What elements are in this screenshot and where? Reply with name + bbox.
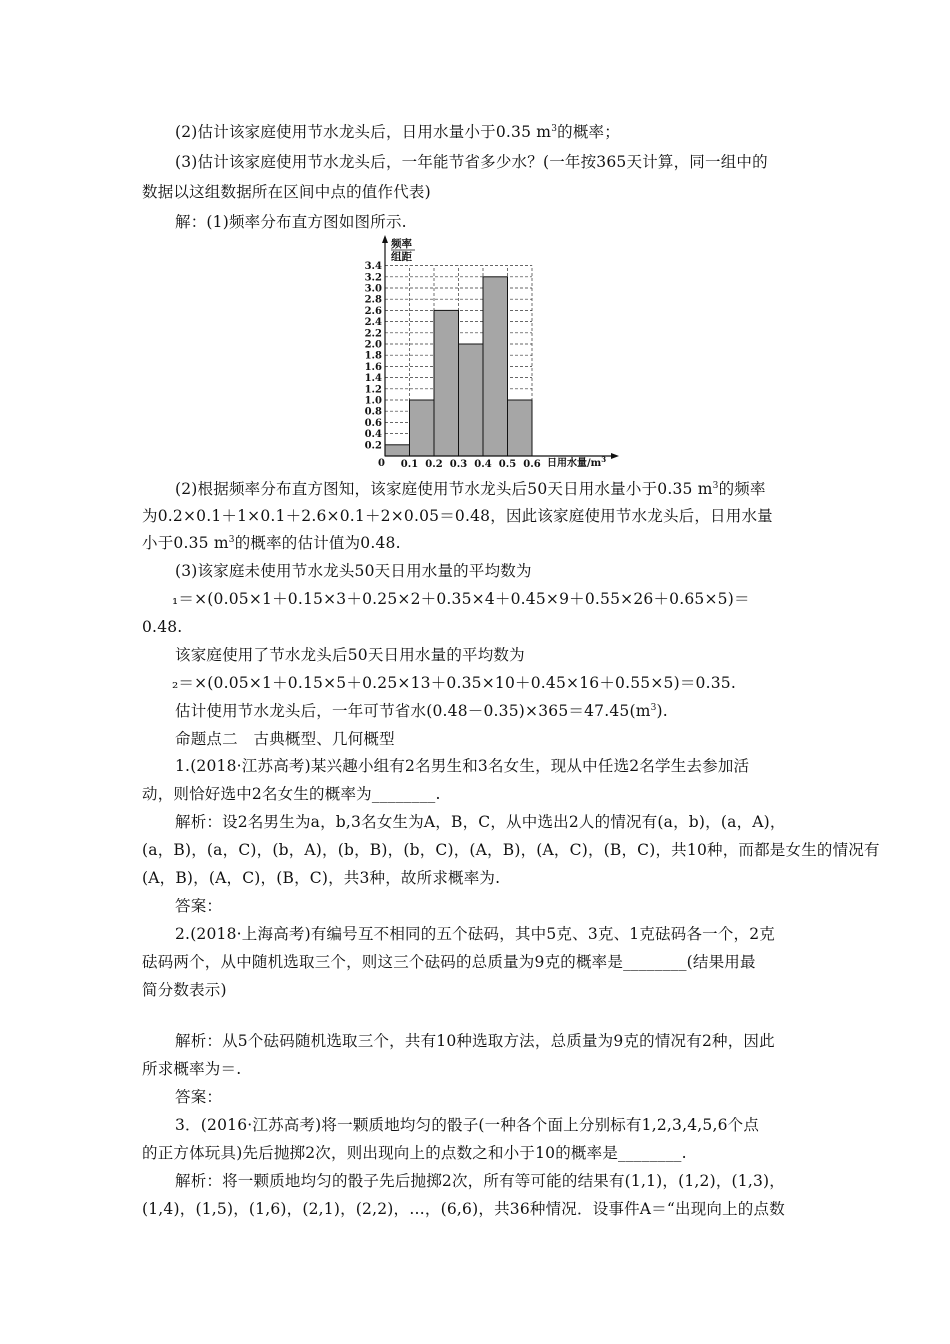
y-tick-label: 0.6 bbox=[364, 417, 382, 429]
y-tick-label: 1.8 bbox=[364, 350, 382, 362]
y-axis-arrow-icon bbox=[382, 235, 388, 243]
histogram-bar bbox=[483, 277, 508, 456]
problem-1-text-cont: 动，则恰好选中2名女生的概率为________. bbox=[142, 785, 441, 803]
solution-3-text-b: 该家庭使用了节水龙头后50天日用水量的平均数为 bbox=[175, 646, 525, 664]
y-tick-label: 3.4 bbox=[364, 261, 382, 273]
y-tick-label: 2.8 bbox=[364, 294, 382, 306]
problem-3-text-cont: 的正方体玩具)先后抛掷2次，则出现向上的点数之和小于10的概率是________. bbox=[142, 1144, 687, 1162]
problem-2-text-cont2: 简分数表示) bbox=[142, 981, 227, 999]
frequency-histogram bbox=[345, 233, 645, 473]
problem-1-analysis: 解析：设2名男生为a，b,3名女生为A，B，C，从中选出2人的情况有(a，b)，(a，A)， bbox=[175, 813, 786, 831]
problem-3-analysis: 解析：将一颗质地均匀的骰子先后抛掷2次，所有等可能的结果有(1,1)，(1,2)，(1,3)， bbox=[175, 1172, 785, 1190]
histogram-bar bbox=[410, 400, 435, 456]
y-tick-label: 1.6 bbox=[364, 361, 382, 373]
problem-2-text-cont: 砝码两个，从中随机选取三个，则这三个砝码的总质量为9克的概率是________(结果用最 bbox=[142, 953, 756, 971]
histogram-bar bbox=[508, 400, 533, 456]
histogram-bar bbox=[434, 310, 459, 456]
x-tick-label: 0.3 bbox=[449, 459, 468, 470]
problem-1-text: 1.(2018·江苏高考)某兴趣小组有2名男生和3名女生，现从中任选2名学生去参加活 bbox=[175, 757, 750, 775]
histogram-bar bbox=[459, 344, 484, 456]
y-axis-label-bottom: 组距 bbox=[391, 251, 412, 263]
x-tick-label: 0.5 bbox=[498, 459, 517, 470]
problem-2-analysis-cont: 所求概率为＝. bbox=[142, 1060, 242, 1078]
y-tick-label: 3.0 bbox=[364, 283, 382, 295]
y-tick-label: 3.2 bbox=[364, 272, 382, 284]
solution-2-text: (2)根据频率分布直方图知，该家庭使用节水龙头后50天日用水量小于0.35 $m^3$的频率 bbox=[175, 480, 766, 498]
mean-1-formula: ₁＝×(0.05×1＋0.15×3＋0.25×2＋0.35×4＋0.45×9＋0.55×26＋0.65×5)＝ bbox=[172, 590, 750, 608]
problem-3-analysis-cont: (1,4)，(1,5)，(1,6)，(2,1)，(2,2)，…，(6,6)，共36种情况．设事件A＝“出现向上的点数 bbox=[142, 1200, 785, 1218]
problem-2-analysis: 解析：从5个砝码随机选取三个，共有10种选取方法，总质量为9克的情况有2种，因此 bbox=[175, 1032, 775, 1050]
water-saved-text: 估计使用节水龙头后，一年可节省水$(0.48-0.35)\times 365=47.45(m^3)$. bbox=[175, 702, 668, 720]
problem-1-analysis-cont: (a，B)，(a，C)，(b，A)，(b，B)，(b，C)，(A，B)，(A，C)，(B，C)，共10种，而都是女生的情况有 bbox=[142, 841, 880, 859]
problem-2-text: 2.(2018·上海高考)有编号互不相同的五个砝码，其中5克、3克、1克砝码各一个，2克 bbox=[175, 925, 776, 943]
x-tick-label: 0.1 bbox=[400, 459, 419, 470]
x-tick-label: 0.4 bbox=[474, 459, 492, 470]
solution-1-text: 解：(1)频率分布直方图如图所示. bbox=[175, 213, 407, 231]
mean-2-formula: ₂＝×(0.05×1＋0.15×5＋0.25×13＋0.35×10＋0.45×16＋0.55×5)＝0.35. bbox=[172, 674, 736, 692]
x-tick-label: 0.2 bbox=[425, 459, 443, 470]
problem-1-answer: 答案： bbox=[175, 897, 223, 915]
problem-3-text: 3．(2016·江苏高考)将一颗质地均匀的骰子(一种各个面上分别标有1,2,3,4,5,6个点 bbox=[175, 1116, 760, 1134]
problem-1-analysis-cont2: (A，B)，(A，C)，(B，C)，共3种，故所求概率为. bbox=[142, 869, 501, 887]
origin-label: 0 bbox=[378, 458, 385, 469]
y-tick-label: 0.4 bbox=[364, 429, 382, 441]
solution-2-text-cont: 为0.2×0.1＋1×0.1＋2.6×0.1＋2×0.05＝0.48，因此该家庭使用节水龙头后，日用水量 bbox=[142, 507, 773, 525]
y-axis-label-top: 频率 bbox=[391, 238, 412, 250]
y-tick-label: 1.0 bbox=[364, 395, 382, 407]
y-tick-label: 2.4 bbox=[364, 317, 382, 329]
y-tick-label: 2.0 bbox=[364, 339, 382, 351]
y-tick-label: 2.6 bbox=[364, 305, 382, 317]
section-heading: 命题点二 古典概型、几何概型 bbox=[175, 730, 395, 748]
x-axis-label: 日用水量$/m^3$ bbox=[547, 455, 607, 469]
solution-3-text: (3)该家庭未使用节水龙头50天日用水量的平均数为 bbox=[175, 562, 532, 580]
problem-2-answer: 答案： bbox=[175, 1088, 223, 1106]
question-3-text: (3)估计该家庭使用节水龙头后，一年能节省多少水？(一年按365天计算，同一组中的 bbox=[175, 153, 768, 171]
y-tick-label: 0.8 bbox=[364, 406, 382, 418]
x-axis-arrow-icon bbox=[611, 453, 619, 459]
y-tick-label: 0.2 bbox=[364, 440, 382, 452]
y-tick-label: 1.2 bbox=[364, 384, 382, 396]
x-tick-label: 0.6 bbox=[523, 459, 541, 470]
mean-1-result: 0.48. bbox=[142, 618, 183, 636]
y-tick-label: 1.4 bbox=[364, 373, 382, 385]
question-2-text: (2)估计该家庭使用节水龙头后，日用水量小于0.35 $m^3$的概率； bbox=[175, 123, 620, 141]
y-tick-label: 2.2 bbox=[364, 328, 382, 340]
question-3-text-cont: 数据以这组数据所在区间中点的值作代表) bbox=[142, 183, 431, 201]
histogram-bar bbox=[385, 445, 410, 456]
solution-2-text-cont2: 小于0.35 $m^3$的概率的估计值为0.48. bbox=[142, 534, 401, 552]
